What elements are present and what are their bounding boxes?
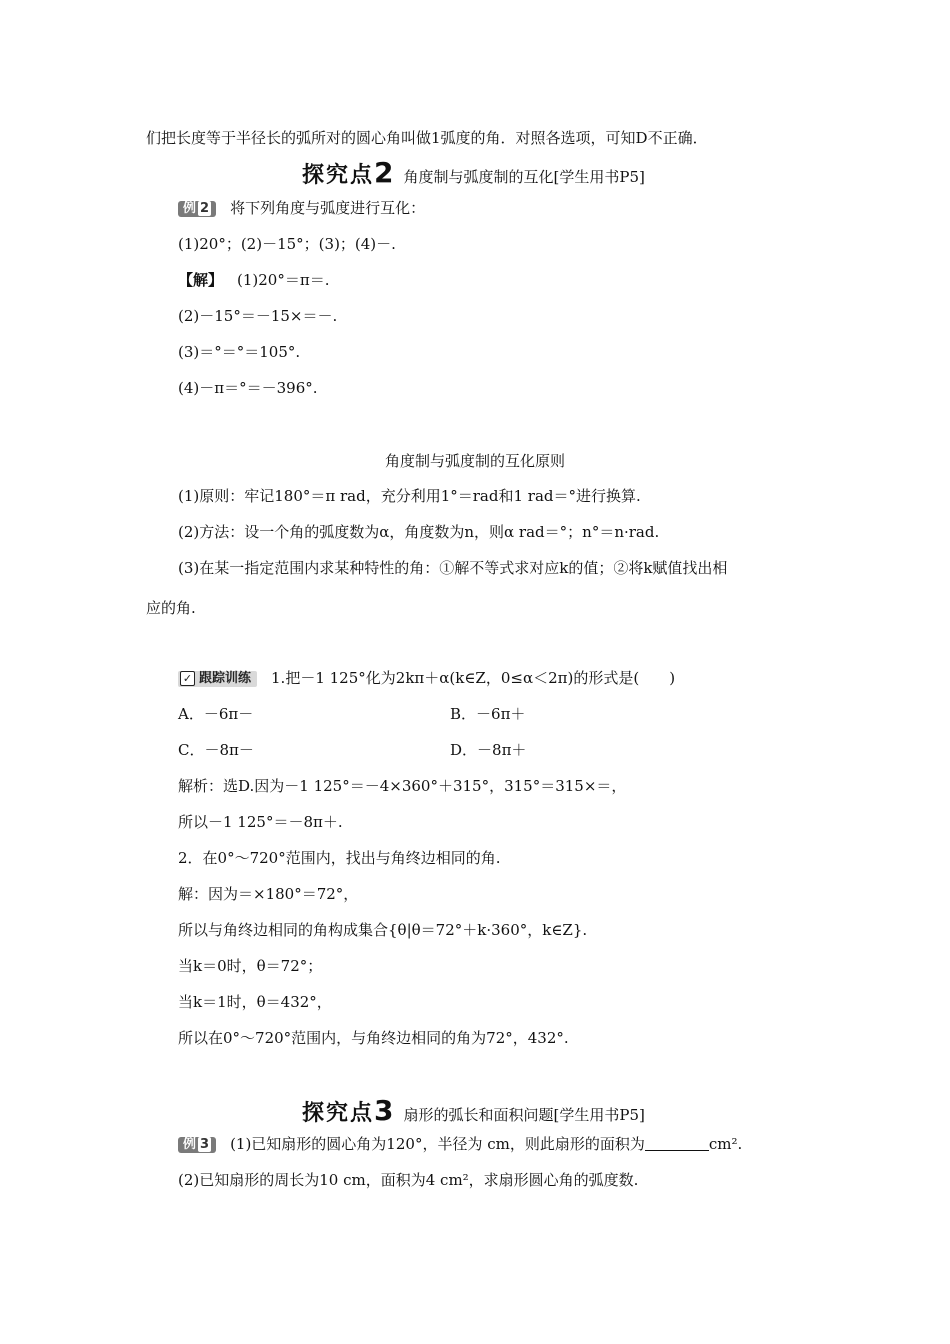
rule-1: (1)原则：牢记180°＝π rad，充分利用1°＝rad和1 rad＝°进行换算.: [178, 487, 641, 505]
section-title: 角度制与弧度制的互化[学生用书P5]: [403, 168, 645, 186]
option-b: B．－6π＋: [450, 705, 526, 723]
check-icon: ✓: [180, 671, 195, 686]
example-badge: 例 2: [178, 201, 216, 217]
solution-line-3: (3)＝°＝°＝105°.: [178, 343, 301, 361]
option-a: A．－6π－: [178, 705, 254, 723]
section-number: 2: [374, 156, 394, 189]
practice-badge: ✓ 跟踪训练: [178, 671, 257, 687]
answer-1-line-2: 所以－1 125°＝－8π＋.: [178, 813, 343, 831]
section-prefix: 探究点: [302, 1101, 375, 1126]
rule-3-line-2: 应的角.: [146, 599, 196, 617]
section-prefix: 探究点: [302, 163, 375, 188]
rules-heading: 角度制与弧度制的互化原则: [384, 452, 565, 470]
section-title: 扇形的弧长和面积问题[学生用书P5]: [403, 1106, 645, 1124]
example-badge: 例 3: [178, 1137, 216, 1153]
solution-line-2: (2)－15°＝－15×＝－.: [178, 307, 338, 325]
solution-line-1: 【解】 (1)20°＝π＝.: [178, 271, 330, 289]
answer-2-line-1: 解：因为＝×180°＝72°，: [178, 885, 359, 903]
solution-label: 【解】: [178, 271, 224, 289]
option-d: D．－8π＋: [450, 741, 527, 759]
practice-question-2: 2．在0°～720°范围内，找出与角终边相同的角.: [178, 849, 501, 867]
practice-question-1: ✓ 跟踪训练 1.把－1 125°化为2kπ＋α(k∈Z，0≤α＜2π)的形式是( ): [178, 668, 675, 688]
example-3-question-2: (2)已知扇形的周长为10 cm，面积为4 cm²，求扇形圆心角的弧度数.: [178, 1171, 639, 1189]
answer-2-line-4: 当k＝1时，θ＝432°，: [178, 993, 332, 1011]
answer-2-line-5: 所以在0°～720°范围内，与角终边相同的角为72°，432°.: [178, 1029, 569, 1047]
option-c: C．－8π－: [178, 741, 254, 759]
section-2-header: [302, 156, 645, 189]
answer-1-line-1: 解析：选D.因为－1 125°＝－4×360°＋315°，315°＝315×＝，: [178, 777, 627, 795]
example-2-items: (1)20°；(2)－15°；(3)；(4)－.: [178, 235, 396, 253]
section-3-header: [302, 1094, 645, 1127]
example-prompt-text: 将下列角度与弧度进行互化：: [230, 199, 426, 217]
example-2-prompt: [178, 198, 425, 218]
answer-2-line-2: 所以与角终边相同的角构成集合{θ|θ＝72°＋k·360°，k∈Z}.: [178, 921, 588, 939]
section-number: 3: [374, 1094, 394, 1127]
answer-blank: [645, 1136, 709, 1151]
answer-2-line-3: 当k＝0时，θ＝72°；: [178, 957, 323, 975]
rule-3-line-1: (3)在某一指定范围内求某种特性的角：①解不等式求对应k的值；②将k赋值找出相: [178, 559, 728, 577]
rule-2: (2)方法：设一个角的弧度数为α，角度数为n，则α rad＝°；n°＝n·rad.: [178, 523, 660, 541]
solution-line-4: (4)－π＝°＝－396°.: [178, 379, 318, 397]
intro-line: 们把长度等于半径长的弧所对的圆心角叫做1弧度的角．对照各选项，可知D不正确．: [146, 129, 708, 147]
example-3-question-1: 例 3 (1)已知扇形的圆心角为120°，半径为 cm，则此扇形的面积为 cm².: [178, 1134, 742, 1154]
